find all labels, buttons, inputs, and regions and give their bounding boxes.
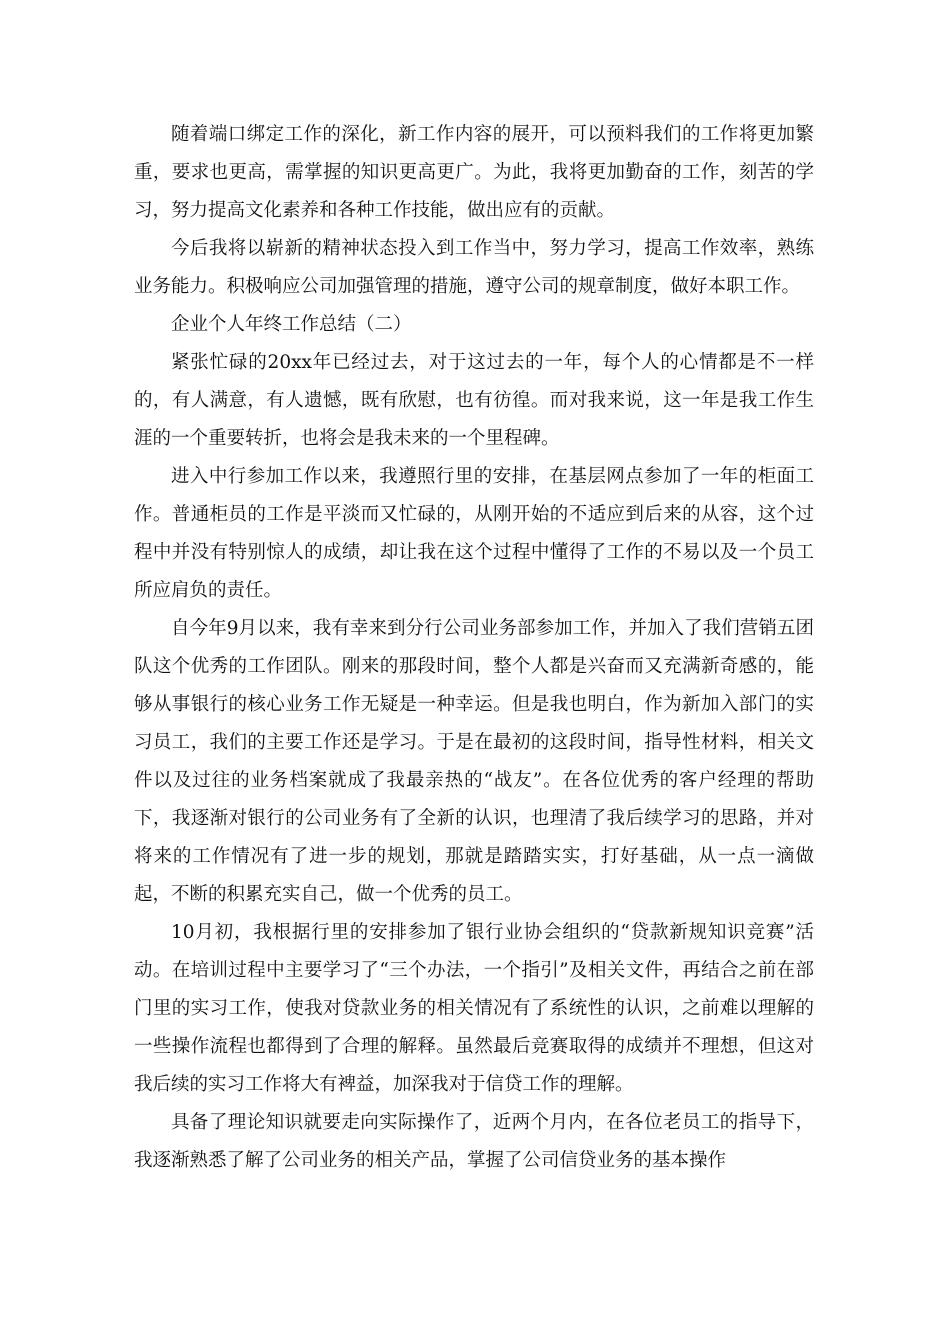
paragraph: 具备了理论知识就要走向实际操作了，近两个月内，在各位老员工的指导下，我逐渐熟悉了解了公司业务的相关产品，掌握了公司信贷业务的基本操作: [134, 1112, 814, 1171]
section-heading: 企业个人年终工作总结（二）: [171, 314, 412, 335]
paragraph: 进入中行参加工作以来，我遵照行里的安排，在基层网点参加了一年的柜面工作。普通柜员的工作是平淡而又忙碌的，从刚开始的不适应到后来的从容，这个过程中并没有特别惊人的成绩，却让我在这个过程中懂得了工作的不易以及一个员工所应肩负的责任。: [134, 466, 814, 601]
paragraph: 今后我将以崭新的精神状态投入到工作当中，努力学习，提高工作效率，熟练业务能力。积极响应公司加强管理的措施，遵守公司的规章制度，做好本职工作。: [134, 238, 814, 297]
paragraph: 自今年9月以来，我有幸来到分行公司业务部参加工作，并加入了我们营销五团队这个优秀的工作团队。刚来的那段时间，整个人都是兴奋而又充满新奇感的，能够从事银行的核心业务工作无疑是一种幸运。但是我也明白，作为新加入部门的实习员工，我们的主要工作还是学习。于是在最初的这段时间，指导性材料，相关文件以及过往的业务档案就成了我最亲热的“战友”。在各位优秀的客户经理的帮助下，我逐渐对银行的公司业务有了全新的认识，也理清了我后续学习的思路，并对将来的工作情况有了进一步的规划，那就是踏踏实实，打好基础，从一点一滴做起，不断的积累充实自己，做一个优秀的员工。: [134, 618, 814, 905]
paragraph: 随着端口绑定工作的深化，新工作内容的展开，可以预料我们的工作将更加繁重，要求也更高，需掌握的知识更高更广。为此，我将更加勤奋的工作，刻苦的学习，努力提高文化素养和各种工作技能，做出应有的贡献。: [134, 124, 814, 221]
paragraph: 10月初，我根据行里的安排参加了银行业协会组织的“贷款新规知识竞赛”活动。在培训过程中主要学习了“三个办法，一个指引”及相关文件，再结合之前在部门里的实习工作，使我对贷款业务的相关情况有了系统性的认识，之前难以理解的一些操作流程也都得到了合理的解释。虽然最后竞赛取得的成绩并不理想，但这对我后续的实习工作将大有裨益，加深我对于信贷工作的理解。: [134, 922, 814, 1095]
document-body: [134, 116, 814, 1180]
paragraph: 紧张忙碌的20xx年已经过去，对于这过去的一年，每个人的心情都是不一样的，有人满意，有人遗憾，既有欣慰，也有彷徨。而对我来说，这一年是我工作生涯的一个重要转折，也将会是我未来的一个里程碑。: [134, 352, 814, 449]
